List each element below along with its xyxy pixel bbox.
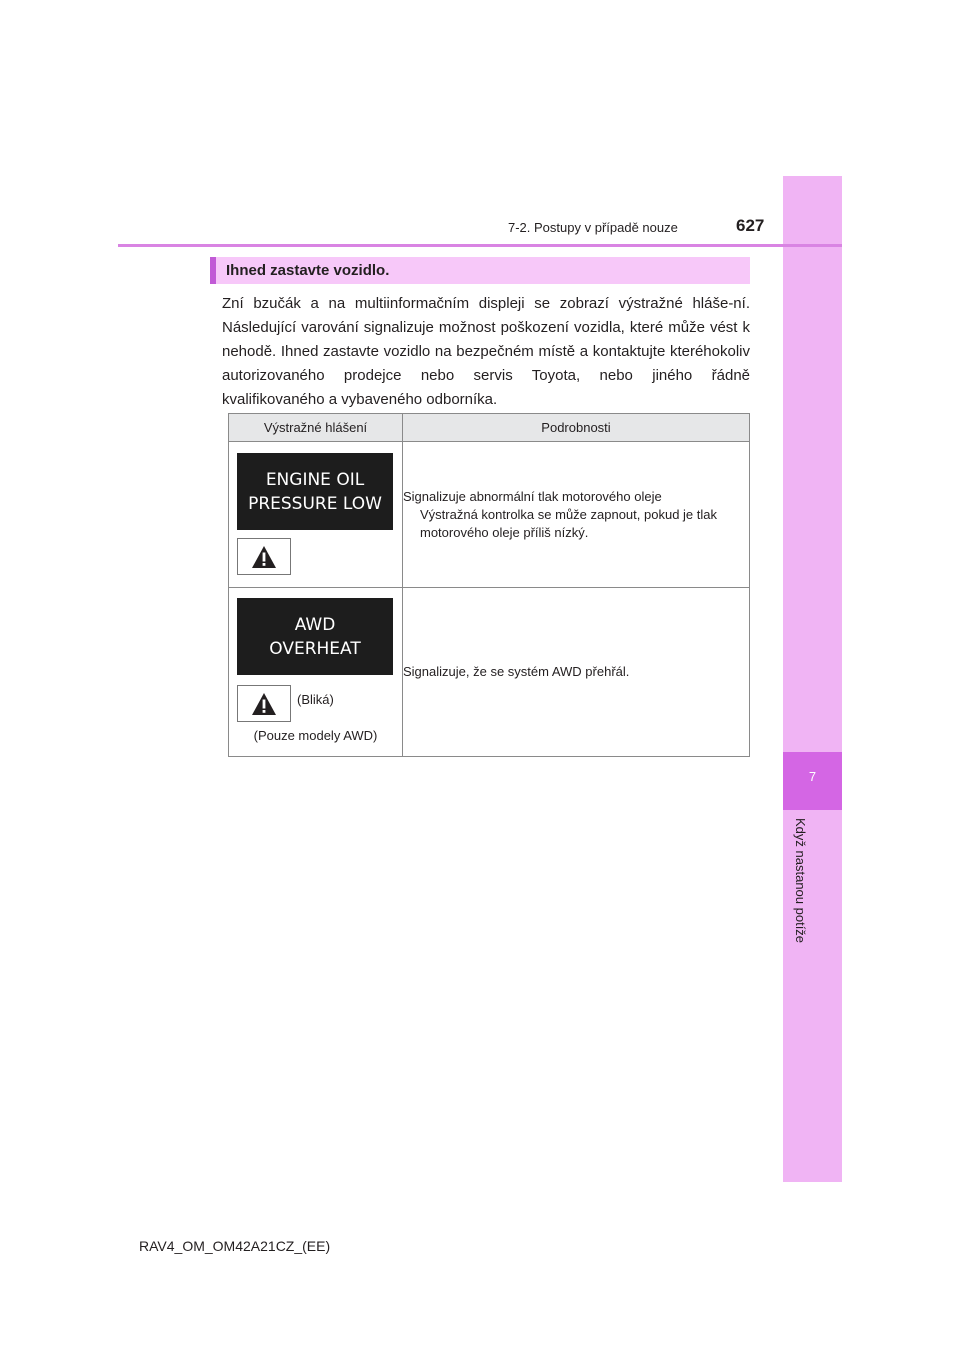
blink-note: (Bliká): [297, 692, 334, 707]
warning-triangle-icon: [237, 538, 291, 575]
display-awd-overheat: AWD OVERHEAT: [237, 598, 393, 675]
warning-table: [228, 413, 750, 757]
section-title: Ihned zastavte vozidlo.: [226, 262, 390, 279]
warning-triangle-icon: [237, 685, 291, 722]
header-warning-message: Výstražné hlášení: [229, 414, 403, 442]
document-footer: RAV4_OM_OM42A21CZ_(EE): [139, 1238, 331, 1254]
chapter-side-tab: [783, 176, 842, 1182]
table-row: [229, 588, 750, 757]
intro-text: Zní bzučák a na multiinformačním displeji se zobrazí výstražné hláše-ní. Následující varování signalizuje možnost poškození vozidla, které může vést k nehodě. Ihned zastavte vozidlo na bezpečném místě a kontaktujte kteréhokoliv autorizovaného prodejce nebo servis Toyota, nebo jiného řádně kvalifikovaného a vybaveného odborníka.: [222, 295, 750, 408]
model-note: (Pouze modely AWD): [253, 728, 378, 743]
header-details: Podrobnosti: [403, 414, 750, 442]
section-path: 7-2. Postupy v případě nouze: [508, 220, 678, 235]
section-title-bar: [210, 257, 750, 284]
header-rule: [118, 244, 842, 247]
intro-paragraph: [222, 292, 750, 412]
page-number: 627: [736, 216, 765, 235]
table-header-row: [229, 414, 750, 442]
detail-main: Signalizuje, že se systém AWD přehřál.: [403, 664, 630, 679]
detail-main: Signalizuje abnormální tlak motorového oleje: [403, 488, 662, 504]
display-engine-oil-pressure-low: ENGINE OIL PRESSURE LOW: [237, 453, 393, 530]
detail-sub: Výstražná kontrolka se může zapnout, pokud je tlak motorového oleje příliš nízký.: [420, 506, 717, 540]
chapter-label: Když nastanou potíže: [793, 818, 808, 944]
table-row: [229, 442, 750, 588]
chapter-number: 7: [808, 769, 817, 784]
